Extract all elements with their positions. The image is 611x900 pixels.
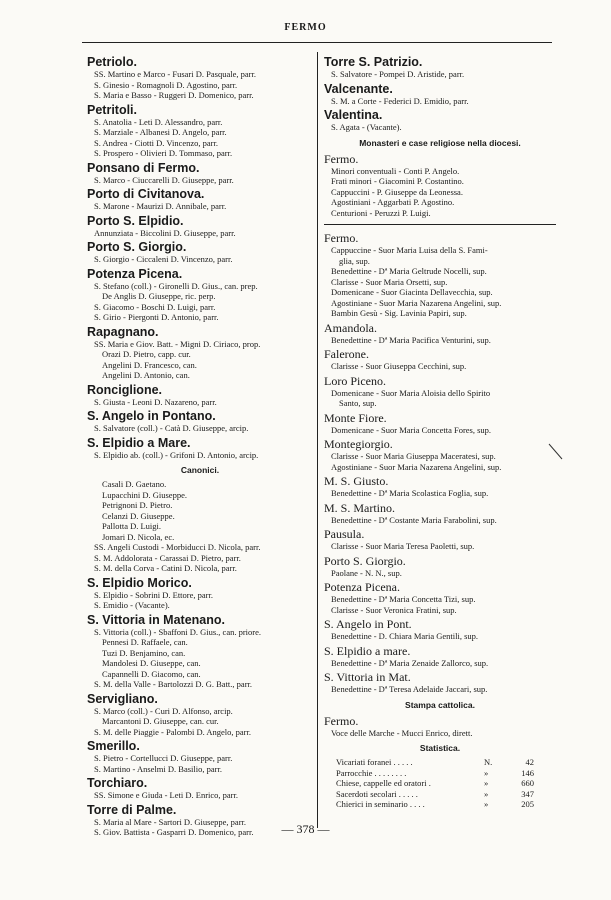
directory-entry xyxy=(324,82,556,107)
place-name: Ponsano di Fermo. xyxy=(87,160,200,175)
statistics-value: 205 xyxy=(521,799,534,809)
entry-line: Benedettine - Dª Maria Geltrude Nocelli, sup. xyxy=(331,266,487,276)
entry-line: Frati minori - Giacomini P. Costantino. xyxy=(331,176,464,186)
directory-entry xyxy=(87,776,313,801)
directory-entry xyxy=(324,152,556,219)
place-name: Petriolo. xyxy=(87,55,138,69)
entry-line: S. Giov. Battista - Gasparri D. Domenico, parr. xyxy=(94,827,254,837)
statistics-mark: » xyxy=(484,788,489,799)
place-name: Potenza Picena. xyxy=(87,266,183,281)
pencil-mark-icon xyxy=(548,443,564,461)
left-column xyxy=(87,55,313,840)
directory-entry xyxy=(87,325,313,381)
place-name: Porto S. Elpidio. xyxy=(87,213,184,228)
entry-line: Pennesi D. Raffaele, can. xyxy=(102,637,188,647)
entry-line: S. Anatolia - Leti D. Alessandro, parr. xyxy=(94,116,223,127)
entry-line: Annunziata - Biccolini D. Giuseppe, parr. xyxy=(94,227,236,238)
entry-line: S. Salvatore (coll.) - Catà D. Giuseppe, arcip. xyxy=(94,423,249,433)
directory-entry xyxy=(87,214,313,239)
directory-entry xyxy=(87,576,313,611)
entry-line: S. Andrea - Ciotti D. Vincenzo, parr. xyxy=(94,137,218,148)
statistics-row xyxy=(324,799,556,810)
directory-entry xyxy=(87,187,313,212)
entry-line: S. M. della Valle - Bartolozzi D. G. Batt., parr. xyxy=(94,679,253,689)
entry-line: Marcantoni D. Giuseppe, can. cur. xyxy=(102,716,219,726)
directory-entry xyxy=(324,670,556,695)
statistics-value: 146 xyxy=(521,767,534,778)
entry-line: Benedettine - Dª Teresa Adelaide Jaccari, sup. xyxy=(331,684,488,694)
place-name: Falerone. xyxy=(324,347,369,361)
directory-entry xyxy=(87,613,313,690)
directory-entry xyxy=(324,527,556,552)
entry-line: Clarisse - Suor Giuseppa Cecchini, sup. xyxy=(331,361,467,371)
entry-line: Angelini D. Francesco, can. xyxy=(102,359,197,370)
right-column xyxy=(324,55,556,810)
entry-line: S. Marone - Maurizi D. Annibale, parr. xyxy=(94,201,227,211)
place-name: Torre di Palme. xyxy=(87,802,177,817)
statistics-row xyxy=(324,768,556,779)
directory-entry xyxy=(87,240,313,265)
entry-line: Pallotta D. Luigi. xyxy=(102,521,162,531)
entry-line: Mandolesi D. Giuseppe, can. xyxy=(102,658,201,668)
page-number: — 378 — xyxy=(281,822,330,836)
entry-line: Agostiniane - Suor Maria Nazarena Angelini, sup. xyxy=(331,461,502,472)
entry-line: Agostiniane - Suor Maria Nazarena Angelini, sup. xyxy=(331,297,502,308)
entry-line: Capannelli D. Giacomo, can. xyxy=(102,668,201,679)
statistics-mark: » xyxy=(484,778,489,788)
entry-line: S. Marziale - Albanesi D. Angelo, parr. xyxy=(94,127,227,137)
column-divider xyxy=(317,52,318,828)
place-name: Valentina. xyxy=(324,108,383,122)
entry-line: S. Stefano (coll.) - Gironelli D. Gius., can. prep. xyxy=(94,280,258,291)
statistics-mark: N. xyxy=(484,757,493,767)
statistics-row xyxy=(324,757,556,768)
section-heading: Stampa cattolica. xyxy=(405,699,475,710)
entry-line: S. Maria e Basso - Ruggeri D. Domenico, parr. xyxy=(94,90,254,100)
statistics-mark: » xyxy=(484,799,489,809)
directory-entry xyxy=(87,692,313,738)
entry-line: De Anglis D. Giuseppe, ric. perp. xyxy=(102,291,216,301)
place-name: Rapagnano. xyxy=(87,324,159,339)
directory-entry xyxy=(324,501,556,526)
directory-entry xyxy=(324,644,556,669)
place-name: Valcenante. xyxy=(324,81,393,96)
place-name: Torchiaro. xyxy=(87,776,148,790)
section-heading: Statistica. xyxy=(419,743,461,753)
entry-line: Centurioni - Peruzzi P. Luigi. xyxy=(331,207,431,218)
directory-entry xyxy=(324,224,556,225)
entry-line: S. Prospero - Olivieri D. Tommaso, parr. xyxy=(94,148,233,158)
section-heading: Canonici. xyxy=(180,465,220,475)
directory-entry xyxy=(324,580,556,615)
directory-entry xyxy=(324,437,556,472)
place-name: S. Angelo in Pontano. xyxy=(87,409,216,423)
place-name: Porto S. Giorgio. xyxy=(87,240,187,254)
statistics-label: Sacerdoti secolari . . . . . xyxy=(336,788,418,799)
place-name: Montegiorgio. xyxy=(324,437,393,451)
entry-line: S. Elpidio ab. (coll.) - Grifoni D. Antonio, arcip. xyxy=(94,449,259,460)
entry-line: S. Marco (coll.) - Curi D. Alfonso, arcip. xyxy=(94,705,233,716)
entry-line: S. Agata - (Vacante). xyxy=(331,122,402,132)
entry-line: S. Giusta - Leoni D. Nazareno, parr. xyxy=(94,396,217,407)
place-name: Loro Piceno. xyxy=(324,373,386,388)
directory-entry xyxy=(324,411,556,436)
entry-line: S. Pietro - Cortellucci D. Giuseppe, parr. xyxy=(94,753,233,763)
directory-entry xyxy=(87,436,313,461)
entry-line: Casali D. Gaetano. xyxy=(102,479,167,489)
statistics-label: Parrocchie . . . . . . . . xyxy=(336,767,407,778)
place-name: Amandola. xyxy=(324,320,377,335)
place-name: Torre S. Patrizio. xyxy=(324,55,423,69)
entry-line: S. M. delle Piaggie - Palombi D. Angelo, parr. xyxy=(94,726,251,737)
place-name: S. Elpidio a mare. xyxy=(324,643,411,658)
entry-line: SS. Simone e Giuda - Leti D. Enrico, parr. xyxy=(94,790,239,800)
entry-line: Benedettine - D. Chiara Maria Gentili, sup. xyxy=(331,631,479,641)
entry-line: Tuzi D. Benjamino, can. xyxy=(102,647,186,658)
entry-line: S. Vittoria (coll.) - Sbaffoni D. Gius., can. priore. xyxy=(94,626,262,637)
entry-line: Agostiniani - Aggarbati P. Agostino. xyxy=(331,197,455,207)
entry-line: S. Ginesio - Romagnoli D. Agostino, parr. xyxy=(94,79,238,90)
entry-line: S. M. della Corva - Catini D. Nicola, parr. xyxy=(94,563,237,573)
directory-entry xyxy=(324,108,556,133)
entry-line: SS. Maria e Giov. Batt. - Migni D. Ciriaco, prop. xyxy=(94,338,261,349)
entry-line: Voce delle Marche - Mucci Enrico, dirett. xyxy=(331,727,473,738)
entry-line: Domenicane - Suor Maria Concetta Fores, sup. xyxy=(331,424,492,435)
place-name: Porto S. Giorgio. xyxy=(324,553,406,568)
directory-entry xyxy=(324,374,556,409)
entry-line: Angelini D. Antonio, can. xyxy=(102,370,190,380)
entry-line: Paolane - N. N., sup. xyxy=(331,567,402,578)
top-rule xyxy=(82,42,552,43)
directory-entry xyxy=(87,739,313,774)
entry-line: Benedettine - Dª Maria Scolastica Foglia, sup. xyxy=(331,488,489,498)
place-name: Petritoli. xyxy=(87,102,138,117)
place-name: Fermo. xyxy=(324,713,359,728)
entry-line: Domenicane - Suor Maria Aloisia dello Spirito xyxy=(331,387,491,398)
entry-line: S. Girio - Piergonti D. Antonio, parr. xyxy=(94,312,219,322)
directory-entry xyxy=(324,138,556,148)
directory-entry xyxy=(324,321,556,346)
directory-entry xyxy=(87,55,313,101)
place-name: Fermo. xyxy=(324,151,359,166)
entry-line: Benedettine - Dª Maria Pacifica Venturini, sup. xyxy=(331,334,491,345)
statistics-value: 42 xyxy=(525,757,534,767)
directory-entry xyxy=(324,474,556,499)
directory-entry xyxy=(324,743,556,753)
place-name: Fermo. xyxy=(324,231,359,245)
statistics-value: 660 xyxy=(521,778,534,788)
entry-line: Santo, sup. xyxy=(339,398,377,408)
place-name: Smerillo. xyxy=(87,739,140,753)
entry-line: Clarisse - Suor Veronica Fratini, sup. xyxy=(331,604,457,615)
place-name: S. Elpidio a Mare. xyxy=(87,435,191,450)
place-name: Pausula. xyxy=(324,527,365,541)
entry-line: Orazi D. Pietro, capp. cur. xyxy=(102,349,191,359)
entry-line: SS. Angeli Custodi - Morbiducci D. Nicola, parr. xyxy=(94,542,261,552)
place-name: Servigliano. xyxy=(87,691,158,706)
entry-line: S. Giorgio - Ciccaleni D. Vincenzo, parr. xyxy=(94,254,233,264)
place-name: Porto di Civitanova. xyxy=(87,187,205,201)
statistics-label: Vicariati foranei . . . . . xyxy=(336,757,413,767)
place-name: S. Vittoria in Mat. xyxy=(324,670,411,684)
statistics-row xyxy=(324,778,556,789)
entry-line: S. Marco - Ciuccarelli D. Giuseppe, parr. xyxy=(94,174,234,185)
entry-line: Minori conventuali - Conti P. Angelo. xyxy=(331,165,460,176)
entry-line: Clarisse - Suor Maria Orsetti, sup. xyxy=(331,276,448,287)
entry-line: Jomari D. Nicola, ec. xyxy=(102,531,175,542)
entry-line: S. Emidio - (Vacante). xyxy=(94,600,170,610)
directory-entry xyxy=(87,383,313,408)
place-name: M. S. Martino. xyxy=(324,500,396,515)
entry-line: Petrignoni D. Pietro. xyxy=(102,500,173,510)
directory-entry xyxy=(87,267,313,323)
place-name: S. Elpidio Morico. xyxy=(87,575,192,590)
directory-entry xyxy=(87,465,313,574)
entry-line: Bambin Gesù - Sig. Lavinia Papiri, sup. xyxy=(331,308,467,318)
directory-entry xyxy=(324,55,556,80)
entry-line: S. Giacomo - Boschi D. Luigi, parr. xyxy=(94,301,216,312)
directory-entry xyxy=(87,103,313,159)
entry-line: Domenicane - Suor Giacinta Dellavecchia, sup. xyxy=(331,287,493,297)
directory-entry xyxy=(324,700,556,710)
statistics-value: 347 xyxy=(521,788,534,799)
section-rule xyxy=(324,224,556,225)
entry-line: S. M. Addolorata - Carassai D. Pietro, parr. xyxy=(94,552,241,563)
place-name: Monte Fiore. xyxy=(324,410,387,425)
statistics-label: Chiese, cappelle ed oratori . xyxy=(336,778,431,788)
entry-line: S. Martino - Anselmi D. Basilio, parr. xyxy=(94,763,222,774)
section-heading: Monasteri e case religiose nella diocesi. xyxy=(359,137,521,148)
directory-entry xyxy=(87,161,313,186)
entry-line: S. Maria al Mare - Sartori D. Giuseppe, parr. xyxy=(94,816,247,827)
entry-line: Benedettine - Dª Maria Zenaide Zallorco, sup. xyxy=(331,657,489,668)
entry-line: SS. Martino e Marco - Fusari D. Pasquale, parr. xyxy=(94,69,256,79)
statistics-mark: » xyxy=(484,767,489,778)
entry-line: Clarisse - Suor Maria Giuseppa Maceratesi, sup. xyxy=(331,451,496,461)
statistics-row xyxy=(324,789,556,800)
entry-line: Cappuccine - Suor Maria Luisa della S. Fami- xyxy=(331,245,488,255)
place-name: Potenza Picena. xyxy=(324,580,400,594)
entry-line: Lupacchini D. Giuseppe. xyxy=(102,489,187,500)
entry-line: Benedettine - Dª Maria Concetta Tizi, sup. xyxy=(331,594,476,604)
statistics-table xyxy=(324,757,556,810)
entry-line: Clarisse - Suor Maria Teresa Paoletti, sup. xyxy=(331,541,475,551)
directory-entry xyxy=(324,714,556,739)
entry-line: S. Salvatore - Pompei D. Aristide, parr. xyxy=(331,69,465,79)
place-name: Ronciglione. xyxy=(87,382,162,397)
directory-entry xyxy=(324,617,556,642)
entry-line: Celanzi D. Giuseppe. xyxy=(102,510,175,521)
entry-line: Benedettine - Dª Costante Maria Farabolini, sup. xyxy=(331,514,497,525)
place-name: M. S. Giusto. xyxy=(324,474,389,488)
entry-line: glia, sup. xyxy=(339,255,370,266)
directory-entry xyxy=(87,409,313,434)
statistics-label: Chierici in seminario . . . . xyxy=(336,799,425,809)
directory-entry xyxy=(324,347,556,372)
directory-entry xyxy=(324,554,556,579)
place-name: S. Vittoria in Matenano. xyxy=(87,612,225,627)
directory-entry xyxy=(324,231,556,319)
entry-line: Cappuccini - P. Giuseppe da Leonessa. xyxy=(331,186,463,197)
place-name: S. Angelo in Pont. xyxy=(324,617,412,631)
entry-line: S. Elpidio - Sobrini D. Ettore, parr. xyxy=(94,589,213,600)
running-head: FERMO xyxy=(284,22,327,33)
entry-line: S. M. a Corte - Federici D. Emidio, parr. xyxy=(331,95,469,106)
